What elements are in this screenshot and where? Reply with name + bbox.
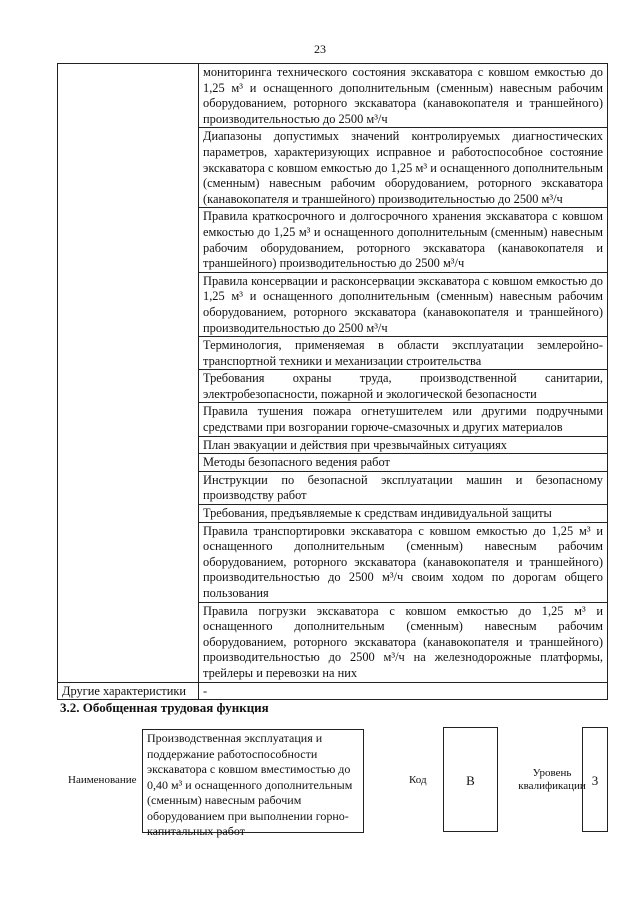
empty-cell — [58, 128, 199, 208]
table-row — [58, 471, 608, 504]
empty-cell — [58, 272, 199, 336]
table-row — [58, 403, 608, 436]
level-label: Уровень квалификации — [518, 767, 586, 792]
table-row — [58, 454, 608, 472]
empty-cell — [58, 602, 199, 682]
code-value: B — [443, 727, 498, 832]
empty-cell — [58, 64, 199, 128]
page-number: 23 — [314, 42, 326, 56]
table-row — [58, 208, 608, 272]
table-cell: Терминология, применяемая в области эксплуатации землеройно-транспортной техники и механизации строительства — [199, 337, 608, 370]
table-cell: Правила тушения пожара огнетушителем или другими подручными средствами при возгорании горюче-смазочных и других материалов — [199, 403, 608, 436]
empty-cell — [58, 403, 199, 436]
empty-cell — [58, 471, 199, 504]
table-row — [58, 370, 608, 403]
table-cell: Правила погрузки экскаватора с ковшом емкостью до 1,25 м³ и оснащенного дополнительным (сменным) навесным рабочим оборудованием, роторного экскаватора (канавокопателя и траншейного) производительностью до 2500 м³/ч на железнодорожные платформы, трейлеры и перевозки на них — [199, 602, 608, 682]
empty-cell — [58, 208, 199, 272]
code-label: Код — [409, 774, 427, 786]
section-heading: 3.2. Обобщенная трудовая функция — [60, 700, 269, 715]
table-cell: Методы безопасного ведения работ — [199, 454, 608, 472]
table-cell: План эвакуации и действия при чрезвычайных ситуациях — [199, 436, 608, 454]
empty-cell — [58, 522, 199, 602]
table-row — [58, 602, 608, 682]
knowledge-table — [57, 63, 608, 700]
table-cell: мониторинга технического состояния экскаватора с ковшом емкостью до 1,25 м³ и оснащенного дополнительным (сменным) навесным рабочим оборудованием, роторного экскаватора (канавокопателя и траншейного) производительностью до 2500 м³/ч — [199, 64, 608, 128]
level-value: 3 — [582, 727, 608, 832]
empty-cell — [58, 505, 199, 523]
table-row — [58, 272, 608, 336]
table-row — [58, 436, 608, 454]
table-cell: Требования, предъявляемые к средствам индивидуальной защиты — [199, 505, 608, 523]
function-header-row — [60, 726, 610, 836]
table-row — [58, 64, 608, 128]
other-characteristics-value: - — [199, 682, 608, 700]
empty-cell — [58, 370, 199, 403]
table-row — [58, 505, 608, 523]
table-cell: Правила транспортировки экскаватора с ковшом емкостью до 1,25 м³ и оснащенного дополнительным (сменным) навесным рабочим оборудованием, роторного экскаватора (канавокопателя и траншейного) производительностью до 2500 м³/ч своим ходом по дорогам общего пользования — [199, 522, 608, 602]
name-value: Производственная эксплуатация и поддержание работоспособности экскаватора с ковшом вместимостью до 0,40 м³ и оснащенного дополнительным (сменным) навесным рабочим оборудованием при выполнении горно-капитальных работ — [142, 729, 364, 833]
table-cell: Правила краткосрочного и долгосрочного хранения экскаватора с ковшом емкостью до 1,25 м³ и оснащенного дополнительным (сменным) навесным рабочим оборудованием, роторного экскаватора (канавокопателя и траншейного) производительностью до 2500 м³/ч — [199, 208, 608, 272]
other-characteristics-label: Другие характеристики — [58, 682, 199, 700]
empty-cell — [58, 337, 199, 370]
table-row — [58, 128, 608, 208]
table-cell: Правила консервации и расконсервации экскаватора с ковшом емкостью до 1,25 м³ и оснащенного дополнительным (сменным) навесным рабочим оборудованием, роторного экскаватора (канавокопателя и траншейного) производительностью до 2500 м³/ч — [199, 272, 608, 336]
name-label: Наименование — [68, 774, 137, 786]
table-cell: Диапазоны допустимых значений контролируемых диагностических параметров, характеризующих исправное и работоспособное состояние экскаватора с ковшом емкостью до 1,25 м³ и оснащенного дополнительным (сменным) навесным рабочим оборудованием, роторного экскаватора (канавокопателя и траншейного) производительностью до 2500 м³/ч — [199, 128, 608, 208]
empty-cell — [58, 454, 199, 472]
table-cell: Инструкции по безопасной эксплуатации машин и безопасному производству работ — [199, 471, 608, 504]
other-characteristics-row — [58, 682, 608, 700]
table-row — [58, 337, 608, 370]
table-row — [58, 522, 608, 602]
table-cell: Требования охраны труда, производственной санитарии, электробезопасности, пожарной и экологической безопасности — [199, 370, 608, 403]
empty-cell — [58, 436, 199, 454]
